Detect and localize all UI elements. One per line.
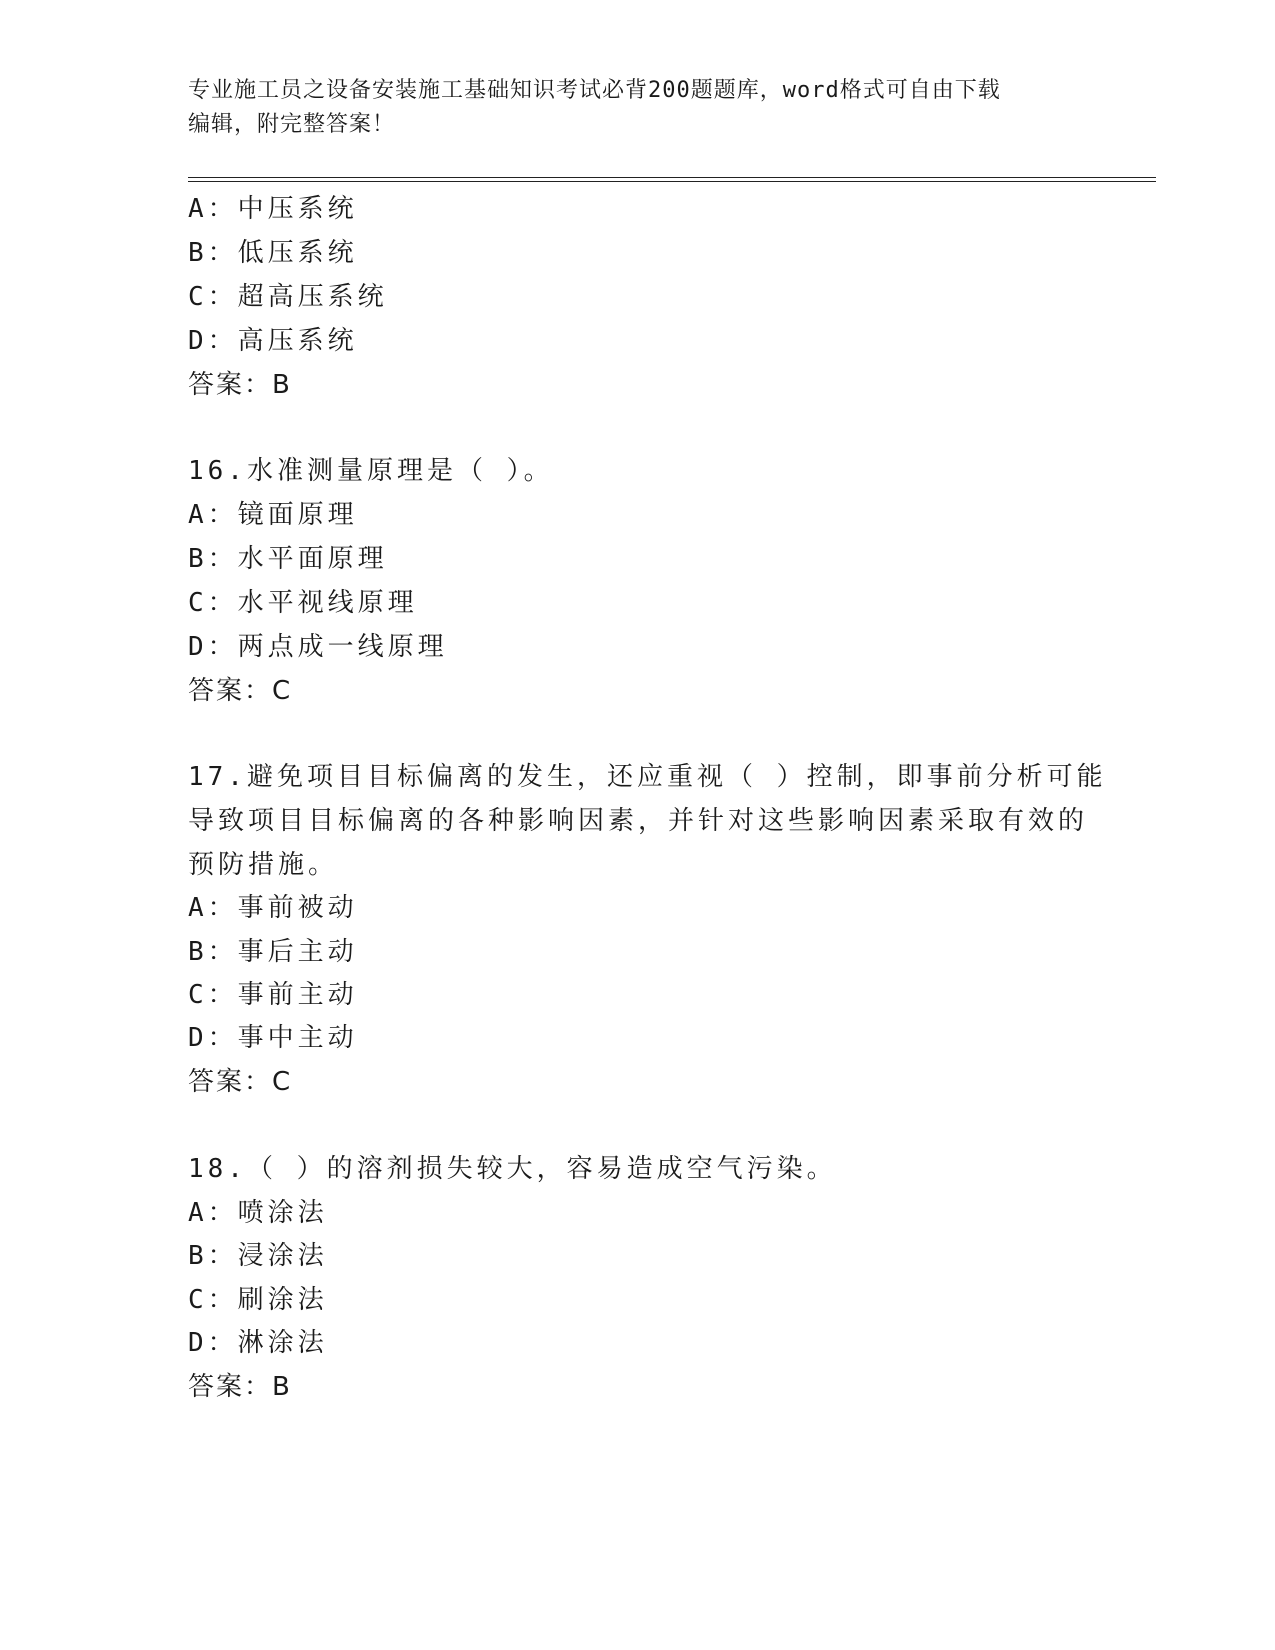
q17-question-line-1: 17.避免项目目标偏离的发生，还应重视（ ）控制，即事前分析可能	[188, 762, 1107, 792]
q15-option-b: B：低压系统	[188, 238, 358, 268]
q17-option-b: B：事后主动	[188, 937, 358, 967]
q15-answer: 答案：B	[188, 370, 292, 400]
q18-option-b: B：浸涂法	[188, 1241, 328, 1271]
q18-option-c: C：刷涂法	[188, 1285, 328, 1315]
header-line-1: 专业施工员之设备安装施工基础知识考试必背200题题库，word格式可自由下载	[188, 78, 1001, 103]
q18-answer: 答案：B	[188, 1372, 292, 1402]
q17-option-c: C：事前主动	[188, 980, 358, 1010]
header-line-2: 编辑，附完整答案！	[188, 112, 396, 137]
q18-option-d: D：淋涂法	[188, 1328, 328, 1358]
q16-option-d: D：两点成一线原理	[188, 632, 448, 662]
q17-option-d: D：事中主动	[188, 1023, 358, 1053]
q15-option-a: A：中压系统	[188, 194, 358, 224]
q17-question-line-3: 预防措施。	[188, 850, 339, 880]
document-header	[188, 74, 1088, 142]
q17-question-line-2: 导致项目目标偏离的各种影响因素，并针对这些影响因素采取有效的	[188, 806, 1089, 836]
q15-option-c: C：超高压系统	[188, 282, 388, 312]
header-divider-top	[188, 177, 1156, 178]
q17-option-a: A：事前被动	[188, 893, 358, 923]
q17-answer: 答案：C	[188, 1067, 293, 1097]
q16-option-a: A：镜面原理	[188, 500, 358, 530]
q16-option-b: B：水平面原理	[188, 544, 388, 574]
q18-option-a: A：喷涂法	[188, 1198, 328, 1228]
q16-answer: 答案：C	[188, 676, 293, 706]
header-divider-bottom	[188, 181, 1156, 182]
q18-question: 18.（ ）的溶剂损失较大，容易造成空气污染。	[188, 1154, 837, 1184]
q16-option-c: C：水平视线原理	[188, 588, 418, 618]
q16-question: 16.水准测量原理是（ ）。	[188, 456, 554, 486]
q15-option-d: D：高压系统	[188, 326, 358, 356]
